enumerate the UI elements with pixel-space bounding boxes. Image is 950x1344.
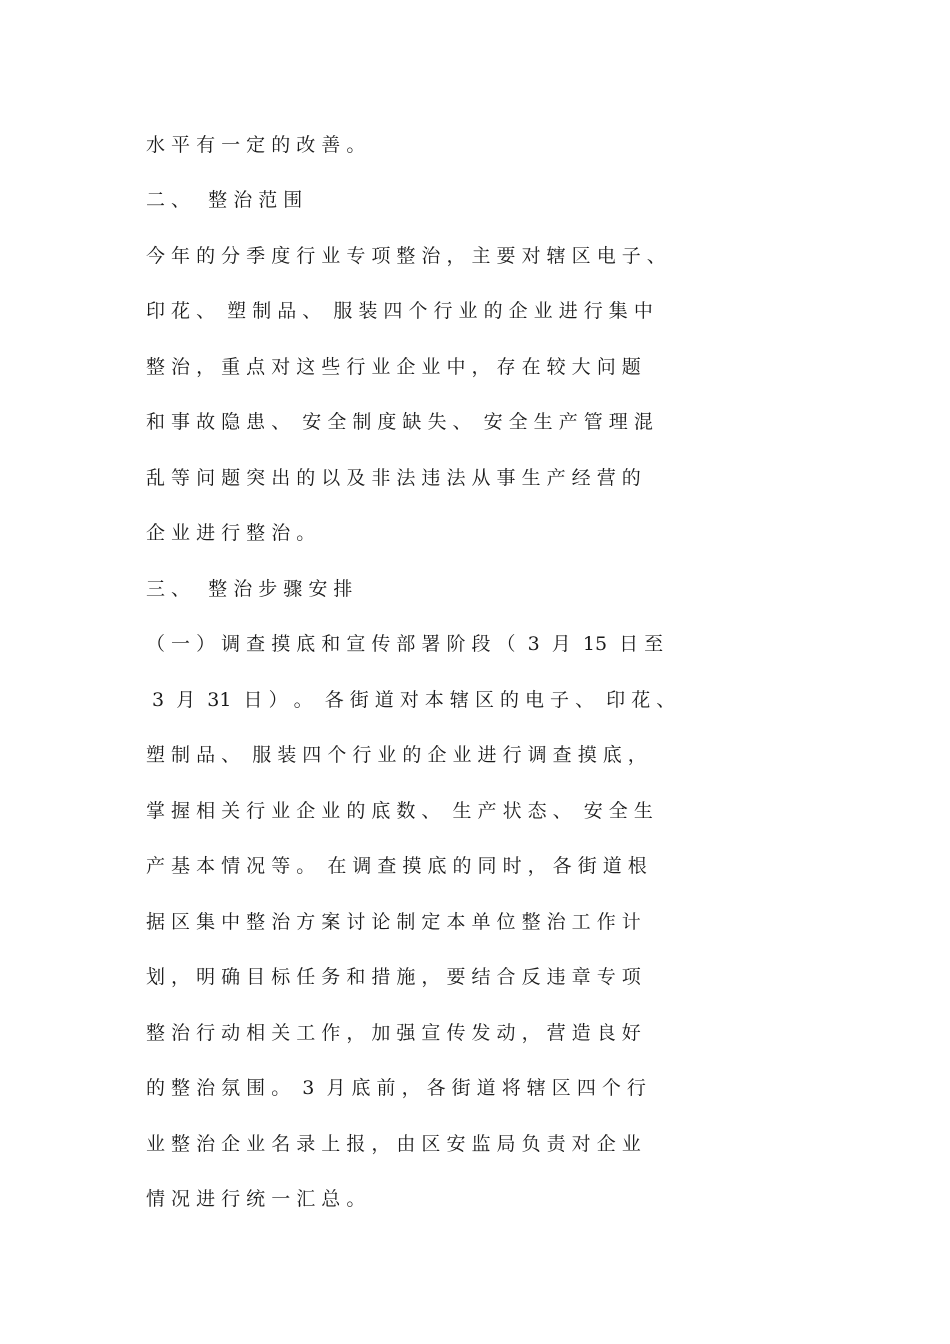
text-line: 整 治 行 动 相 关 工 作 ， 加 强 宣 传 发 动 ， 营 造 良 好 <box>146 1022 641 1044</box>
text-line: 印 花 、 塑 制 品 、 服 装 四 个 行 业 的 企 业 进 行 集 中 <box>146 300 653 322</box>
text-line: 整 治 ， 重 点 对 这 些 行 业 企 业 中 ， 存 在 较 大 问 题 <box>146 356 641 378</box>
text-line: 今 年 的 分 季 度 行 业 专 项 整 治 ， 主 要 对 辖 区 电 子 、 <box>146 245 666 267</box>
text-line: 水 平 有 一 定 的 改 善 。 <box>146 134 366 156</box>
text-line: （ 一 ） 调 查 摸 底 和 宣 传 部 署 阶 段 （ 3 月 15 日 至 <box>146 633 664 655</box>
text-line: 塑 制 品 、 服 装 四 个 行 业 的 企 业 进 行 调 查 摸 底 ， <box>146 744 647 766</box>
text-line: 划 ， 明 确 目 标 任 务 和 措 施 ， 要 结 合 反 违 章 专 项 <box>146 966 641 988</box>
text-line: 乱 等 问 题 突 出 的 以 及 非 法 违 法 从 事 生 产 经 营 的 <box>146 467 641 489</box>
text-line: 企 业 进 行 整 治 。 <box>146 522 316 544</box>
section-heading: 二 、 整 治 范 围 <box>146 189 303 211</box>
text-line: 情 况 进 行 统 一 汇 总 。 <box>146 1188 366 1210</box>
text-line: 据 区 集 中 整 治 方 案 讨 论 制 定 本 单 位 整 治 工 作 计 <box>146 911 641 933</box>
text-line: 产 基 本 情 况 等 。 在 调 查 摸 底 的 同 时 ， 各 街 道 根 <box>146 855 647 877</box>
text-line: 掌 握 相 关 行 业 企 业 的 底 数 、 生 产 状 态 、 安 全 生 <box>146 800 653 822</box>
section-heading: 三 、 整 治 步 骤 安 排 <box>146 578 353 600</box>
text-line: 3 月 31 日 ） 。 各 街 道 对 本 辖 区 的 电 子 、 印 花 、 <box>146 689 676 711</box>
text-line: 业 整 治 企 业 名 录 上 报 ， 由 区 安 监 局 负 责 对 企 业 <box>146 1133 641 1155</box>
text-line: 的 整 治 氛 围 。 3 月 底 前 ， 各 街 道 将 辖 区 四 个 行 <box>146 1077 646 1099</box>
text-line: 和 事 故 隐 患 、 安 全 制 度 缺 失 、 安 全 生 产 管 理 混 <box>146 411 653 433</box>
